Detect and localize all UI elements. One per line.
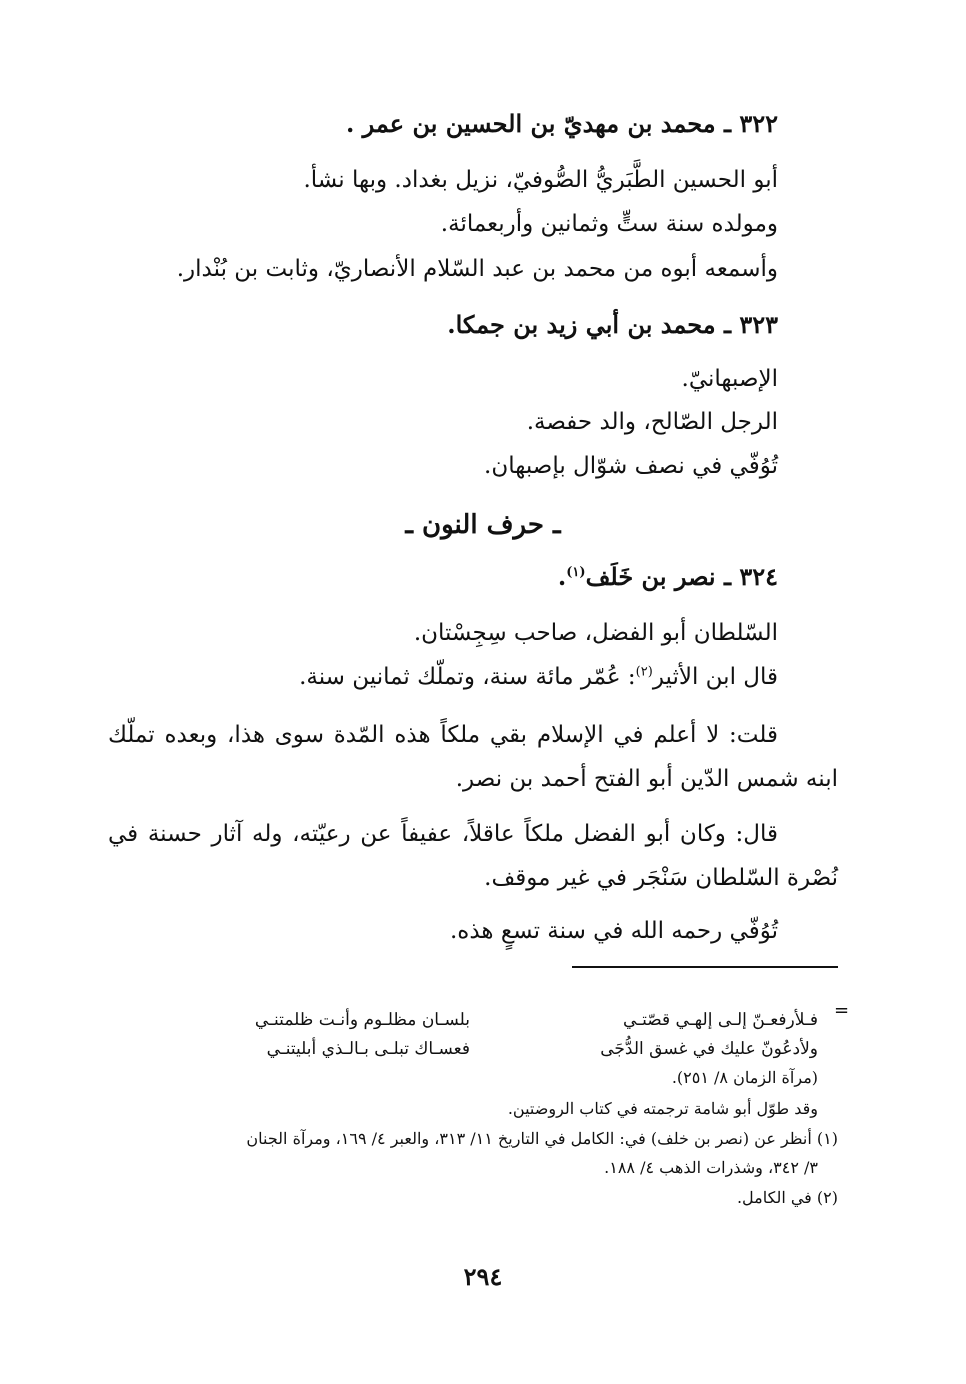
entry-323-line-3: تُوُفّي في نصف شوّال بإصبهان. bbox=[484, 453, 778, 479]
entry-322-line-3: وأسمعه أبوه من محمد بن عبد السّلام الأنصاريّ، وثابت بن بُنْدار. bbox=[176, 256, 778, 282]
entry-324-line-1: السّلطان أبو الفضل، صاحب سِجِسْتان. bbox=[413, 620, 778, 646]
entry-322-line-1: أبو الحسين الطَّبَريُّ الصُّوفيّ، نزيل بغداد. وبها نشأ. bbox=[303, 167, 778, 193]
footnote-note-line: وقد طوّل أبو شامة ترجمته في كتاب الروضتين. bbox=[507, 1099, 818, 1118]
entry-322-line-2: ومولده سنة ستٍّ وثمانين وأربعمائة. bbox=[440, 211, 778, 237]
entry-324-heading-end: . bbox=[557, 562, 567, 591]
poem-line-1-left: بلسـان مظلـوم وأنـت ظلمتنـي bbox=[254, 1010, 470, 1030]
footnote-1-line-1: (١) أنظر عن (نصر بن خلف) في: الكامل في التاريخ ١١/ ٣١٣، والعبر ٤/ ١٦٩، ومرآة الجنان bbox=[246, 1129, 838, 1148]
entry-324-para-1-line-1: قلت: لا أعلم في الإسلام بقي ملكاً هذه المّدة سوى هذا، وبعده تملّك bbox=[108, 722, 778, 748]
entry-324-para-1-line-2: ابنه شمس الدّين أبو الفتح أحمد بن نصر. bbox=[455, 766, 838, 792]
continuation-mark: = bbox=[834, 1000, 850, 1021]
footnote-separator bbox=[572, 966, 838, 968]
entry-323-heading: ٣٢٣ ـ محمد بن أبي زيد بن جمكا. bbox=[447, 310, 778, 339]
entry-324-heading-text: ٣٢٤ ـ نصر بن خَلَف bbox=[585, 562, 778, 591]
poem-line-1-right: فـلأرفعـنّ إلـى إلهـي قصّتـي bbox=[622, 1010, 818, 1030]
entry-324-heading bbox=[558, 563, 778, 592]
entry-324-line-2 bbox=[299, 664, 778, 692]
entry-324-para-2-line-2: نُصْرة السّلطان سَنْجَر في غير موقف. bbox=[484, 865, 838, 891]
poem-line-2-right: ولأدعُونّ عليك في غسق الدُّجَى bbox=[600, 1039, 818, 1059]
entry-323-line-2: الرجل الصّالح، والد حفصة. bbox=[526, 409, 778, 435]
section-title: ـ حرف النون ـ bbox=[405, 510, 561, 540]
entry-323-line-1: الإصبهانيّ. bbox=[681, 366, 778, 392]
entry-324-line-2-start: قال ابن الأثير bbox=[652, 664, 778, 690]
entry-324-para-3: تُوُفّي رحمه الله في سنة تسعٍ هذه. bbox=[449, 918, 778, 944]
poem-line-2-left: فعسـاك تبلـى بـالـذي أبليتنـي bbox=[266, 1039, 470, 1059]
footnote-ref-1: (١) bbox=[566, 565, 586, 580]
entry-322-heading: ٣٢٢ ـ محمد بن مهديّ بن الحسين بن عمر . bbox=[345, 109, 778, 138]
poem-source: (مرآة الزمان ٨/ ٢٥١). bbox=[671, 1068, 818, 1087]
page-number: ٢٩٤ bbox=[463, 1262, 503, 1291]
entry-324-line-2-end: : عُمّر مائة سنة، وتملّك ثمانين سنة. bbox=[299, 664, 636, 690]
footnote-1-line-2: ٣/ ٣٤٢، وشذرات الذهب ٤/ ١٨٨. bbox=[604, 1158, 818, 1177]
footnote-2: (٢) في الكامل. bbox=[736, 1188, 838, 1207]
entry-324-para-2-line-1: قال: وكان أبو الفضل ملكاً عاقلاً، عفيفاً عن رعيّته، وله آثار حسنة في bbox=[108, 821, 778, 847]
footnote-ref-2: (٢) bbox=[635, 664, 653, 680]
